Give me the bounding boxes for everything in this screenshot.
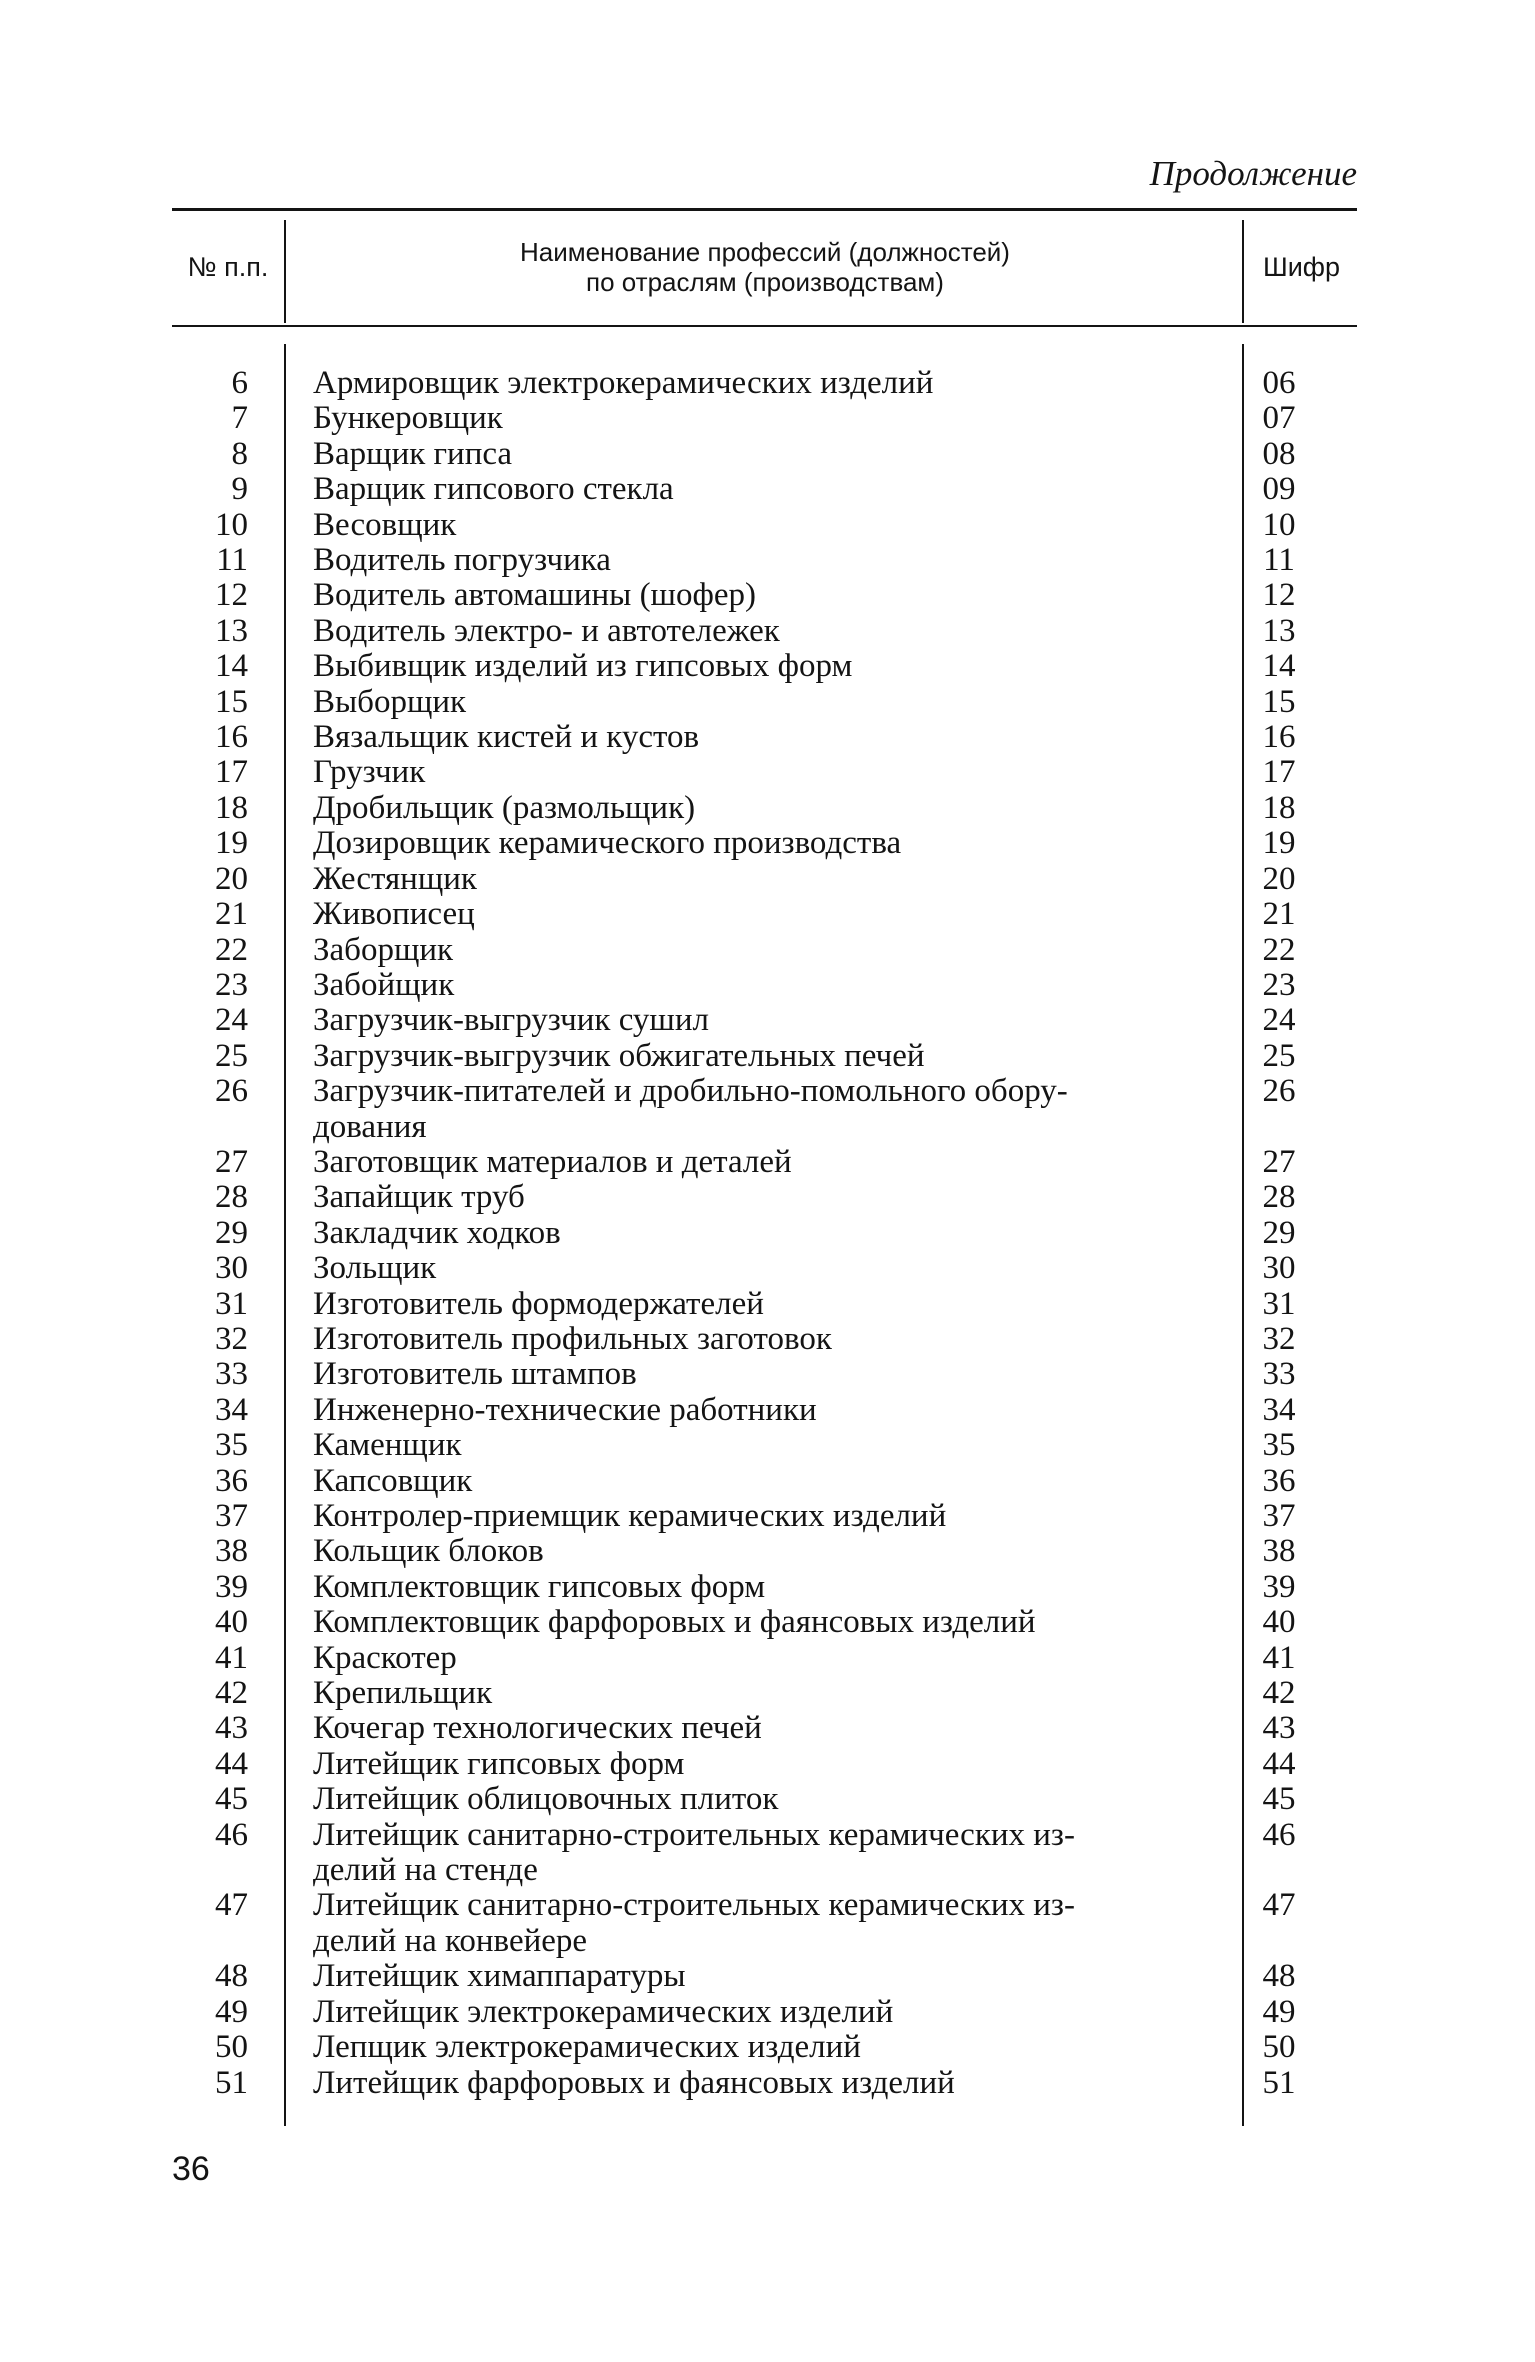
- row-number: 31: [215, 1285, 248, 1322]
- page-number: 36: [172, 2150, 210, 2188]
- table-row: [172, 791, 1357, 826]
- row-number: 9: [231, 471, 248, 508]
- table-row: [172, 1074, 1357, 1109]
- row-code: 06: [1262, 365, 1296, 401]
- row-number: 20: [215, 860, 248, 897]
- row-code: 30: [1262, 1250, 1296, 1287]
- row-code: [1239, 1853, 1319, 1888]
- row-name: Варщик гипсового стекла: [313, 471, 674, 508]
- row-name: делий на стенде: [313, 1852, 538, 1889]
- row-code: 24: [1262, 1002, 1296, 1039]
- row-code: 44: [1262, 1745, 1296, 1782]
- table-row: [172, 862, 1357, 897]
- header-name-line2: по отраслям (производствам): [586, 267, 944, 297]
- table-row: [172, 649, 1357, 684]
- row-name: Литейщик облицовочных плиток: [313, 1781, 779, 1818]
- row-number: 36: [215, 1462, 248, 1499]
- row-number: 43: [215, 1710, 248, 1747]
- row-name: Закладчик ходков: [313, 1214, 561, 1251]
- row-code: 19: [1262, 825, 1296, 862]
- row-name: Изготовитель штампов: [313, 1356, 637, 1393]
- row-number: 11: [216, 542, 248, 579]
- row-name: Весовщик: [313, 506, 457, 543]
- row-name: Изготовитель формодержателей: [313, 1285, 764, 1322]
- row-number: 10: [215, 506, 248, 543]
- row-number: 46: [215, 1816, 248, 1853]
- table-row: [172, 1499, 1357, 1534]
- row-code: 31: [1262, 1285, 1296, 1322]
- row-name: Выбивщик изделий из гипсовых форм: [313, 648, 853, 685]
- table-row: [172, 968, 1357, 1003]
- row-code: 40: [1262, 1604, 1296, 1641]
- table-row: [172, 1641, 1357, 1676]
- row-code: 25: [1262, 1037, 1296, 1074]
- table-row: [172, 1251, 1357, 1286]
- header-bottom-rule: [172, 325, 1357, 327]
- row-name: Литейщик фарфоровых и фаянсовых изделий: [313, 2064, 955, 2101]
- row-name: Кольщик блоков: [313, 1533, 544, 1570]
- row-name: Комплектовщик фарфоровых и фаянсовых изделий: [313, 1604, 1036, 1641]
- row-number: 15: [215, 683, 248, 720]
- row-code: 32: [1262, 1320, 1296, 1357]
- row-number: 34: [215, 1391, 248, 1428]
- row-number: 33: [215, 1356, 248, 1393]
- table-row: [172, 755, 1357, 790]
- row-number: [172, 1924, 248, 1959]
- row-number: 40: [215, 1604, 248, 1641]
- row-name: Литейщик электрокерамических изделий: [313, 1993, 894, 2030]
- row-number: 35: [215, 1427, 248, 1464]
- row-code: 21: [1262, 896, 1296, 933]
- row-name: Варщик гипса: [313, 435, 513, 472]
- row-name: Водитель электро- и автотележек: [313, 612, 780, 649]
- row-name: Водитель погрузчика: [313, 542, 611, 579]
- row-number: 24: [215, 1002, 248, 1039]
- table-body: [172, 366, 1357, 2101]
- table-row: [172, 1995, 1357, 2030]
- row-code: 10: [1262, 506, 1296, 543]
- table-row: [172, 1711, 1357, 1746]
- table-row: [172, 1570, 1357, 1605]
- continuation-label: Продолжение: [1149, 154, 1357, 193]
- row-code: 33: [1262, 1356, 1296, 1393]
- table-row: [172, 578, 1357, 613]
- row-number: 28: [215, 1179, 248, 1216]
- row-number: 38: [215, 1533, 248, 1570]
- row-number: 22: [215, 931, 248, 968]
- row-code: 50: [1262, 2029, 1296, 2066]
- row-name: Загрузчик-питателей и дробильно-помольного обору-: [313, 1073, 1068, 1110]
- table-row: [172, 897, 1357, 932]
- row-code: 27: [1262, 1143, 1296, 1180]
- row-name: дования: [313, 1108, 427, 1145]
- row-name: Вязальщик кистей и кустов: [313, 719, 700, 756]
- row-code: 29: [1262, 1214, 1296, 1251]
- row-name: Заборщик: [313, 931, 454, 968]
- row-name: Литейщик санитарно-строительных керамических из-: [313, 1816, 1075, 1853]
- table-row: [172, 1428, 1357, 1463]
- table-row: [172, 685, 1357, 720]
- row-number: 32: [215, 1320, 248, 1357]
- row-name: Литейщик химаппаратуры: [313, 1958, 686, 1995]
- row-name: Загрузчик-выгрузчик обжигательных печей: [313, 1037, 925, 1074]
- row-code: 48: [1262, 1958, 1296, 1995]
- table-row: [172, 472, 1357, 507]
- row-number: 17: [215, 754, 248, 791]
- table-row: [172, 1782, 1357, 1817]
- row-name: Заготовщик материалов и деталей: [313, 1143, 792, 1180]
- row-number: [172, 1853, 248, 1888]
- row-number: 42: [215, 1675, 248, 1712]
- table-row: [172, 543, 1357, 578]
- header-name-line1: Наименование профессий (должностей): [520, 237, 1010, 267]
- row-number: 14: [215, 648, 248, 685]
- row-name: Капсовщик: [313, 1462, 473, 1499]
- row-code: 17: [1262, 754, 1296, 791]
- row-code: 26: [1262, 1073, 1296, 1110]
- row-code: 20: [1262, 860, 1296, 897]
- table-row: [172, 1322, 1357, 1357]
- table-row: [172, 1145, 1357, 1180]
- row-name: Комплектовщик гипсовых форм: [313, 1568, 766, 1605]
- row-code: 49: [1262, 1993, 1296, 2030]
- row-code: 43: [1262, 1710, 1296, 1747]
- row-code: 47: [1262, 1887, 1296, 1924]
- table-row: [172, 1180, 1357, 1215]
- table-row: [172, 933, 1357, 968]
- row-code: 42: [1262, 1675, 1296, 1712]
- row-number: 30: [215, 1250, 248, 1287]
- row-code: 09: [1262, 471, 1296, 508]
- table-row: [172, 2066, 1357, 2101]
- table-row: [172, 1003, 1357, 1038]
- row-number: 12: [215, 577, 248, 614]
- table-row: [172, 1818, 1357, 1853]
- row-number: 27: [215, 1143, 248, 1180]
- row-number: 8: [231, 435, 248, 472]
- column-divider-right: [1242, 220, 1244, 323]
- row-name: Дозировщик керамического производства: [313, 825, 902, 862]
- row-number: 16: [215, 719, 248, 756]
- row-name: Крепильщик: [313, 1675, 493, 1712]
- row-number: 45: [215, 1781, 248, 1818]
- row-name: Забойщик: [313, 966, 455, 1003]
- row-number: 26: [215, 1073, 248, 1110]
- row-name: Выборщик: [313, 683, 467, 720]
- table-row: [172, 366, 1357, 401]
- table-row: [172, 1216, 1357, 1251]
- row-number: 44: [215, 1745, 248, 1782]
- row-number: 48: [215, 1958, 248, 1995]
- table-row: [172, 614, 1357, 649]
- table-row: [172, 1039, 1357, 1074]
- table-row: [172, 1357, 1357, 1392]
- row-name: делий на конвейере: [313, 1922, 588, 1959]
- row-code: [1239, 1924, 1319, 1959]
- table-top-rule: [172, 208, 1357, 211]
- row-code: 23: [1262, 966, 1296, 1003]
- row-number: 25: [215, 1037, 248, 1074]
- row-code: 13: [1262, 612, 1296, 649]
- row-number: 7: [231, 400, 248, 437]
- row-code: 51: [1262, 2064, 1296, 2101]
- row-code: 38: [1262, 1533, 1296, 1570]
- row-code: 45: [1262, 1781, 1296, 1818]
- row-code: 34: [1262, 1391, 1296, 1428]
- row-code: 36: [1262, 1462, 1296, 1499]
- table-row: [172, 437, 1357, 472]
- table-row: [172, 1924, 1357, 1959]
- row-number: [172, 1110, 248, 1145]
- table-row: [172, 1676, 1357, 1711]
- table-row: [172, 1853, 1357, 1888]
- row-code: 08: [1262, 435, 1296, 472]
- row-code: 22: [1262, 931, 1296, 968]
- row-name: Армировщик электрокерамических изделий: [313, 365, 934, 401]
- row-name: Контролер-приемщик керамических изделий: [313, 1498, 947, 1534]
- row-number: 49: [215, 1993, 248, 2030]
- row-number: 47: [215, 1887, 248, 1924]
- table-row: [172, 1464, 1357, 1499]
- row-number: 41: [215, 1639, 248, 1676]
- table-row: [172, 1747, 1357, 1782]
- header-name: [288, 212, 1242, 322]
- row-name: Каменщик: [313, 1427, 462, 1464]
- row-number: 23: [215, 966, 248, 1003]
- row-code: 14: [1262, 648, 1296, 685]
- header-number: № п.п.: [187, 251, 269, 282]
- table-row: [172, 1605, 1357, 1640]
- row-name: Грузчик: [313, 754, 426, 791]
- row-code: 28: [1262, 1179, 1296, 1216]
- table-row: [172, 1110, 1357, 1145]
- row-name: Инженерно-технические работники: [313, 1391, 817, 1428]
- row-code: 35: [1262, 1427, 1296, 1464]
- row-name: Кочегар технологических печей: [313, 1710, 762, 1747]
- row-code: 12: [1262, 577, 1296, 614]
- row-name: Живописец: [313, 896, 475, 933]
- row-number: 51: [215, 2064, 248, 2101]
- row-code: 11: [1263, 542, 1295, 579]
- row-number: 37: [215, 1498, 248, 1534]
- row-name: Краскотер: [313, 1639, 457, 1676]
- row-code: 07: [1262, 400, 1296, 437]
- row-number: 50: [215, 2029, 248, 2066]
- row-number: 6: [231, 365, 248, 401]
- row-name: Зольщик: [313, 1250, 437, 1287]
- row-number: 29: [215, 1214, 248, 1251]
- row-name: Водитель автомашины (шофер): [313, 577, 756, 614]
- row-code: 39: [1262, 1568, 1296, 1605]
- row-name: Лепщик электрокерамических изделий: [313, 2029, 861, 2066]
- row-name: Запайщик труб: [313, 1179, 525, 1216]
- row-name: Литейщик санитарно-строительных керамических из-: [313, 1887, 1075, 1924]
- row-code: 15: [1262, 683, 1296, 720]
- table-row: [172, 401, 1357, 436]
- row-name: Загрузчик-выгрузчик сушил: [313, 1002, 709, 1039]
- column-divider-left: [284, 220, 286, 323]
- table-row: [172, 1287, 1357, 1322]
- table-row: [172, 1888, 1357, 1923]
- table-row: [172, 826, 1357, 861]
- row-name: Литейщик гипсовых форм: [313, 1745, 685, 1782]
- row-code: 41: [1262, 1639, 1296, 1676]
- row-number: 39: [215, 1568, 248, 1605]
- row-code: 46: [1262, 1816, 1296, 1853]
- table-row: [172, 2030, 1357, 2065]
- row-code: 37: [1262, 1498, 1296, 1534]
- table-row: [172, 1959, 1357, 1994]
- row-code: 18: [1262, 789, 1296, 826]
- row-name: Изготовитель профильных заготовок: [313, 1320, 832, 1357]
- row-number: 19: [215, 825, 248, 862]
- row-name: Жестянщик: [313, 860, 477, 897]
- row-number: 13: [215, 612, 248, 649]
- row-code: [1239, 1110, 1319, 1145]
- table-row: [172, 720, 1357, 755]
- row-name: Дробильщик (размольщик): [313, 789, 696, 826]
- header-code: Шифр: [1262, 251, 1341, 282]
- row-code: 16: [1262, 719, 1296, 756]
- row-number: 18: [215, 789, 248, 826]
- row-name: Бункеровщик: [313, 400, 503, 437]
- table-row: [172, 1534, 1357, 1569]
- table-row: [172, 508, 1357, 543]
- row-number: 21: [215, 896, 248, 933]
- table-row: [172, 1393, 1357, 1428]
